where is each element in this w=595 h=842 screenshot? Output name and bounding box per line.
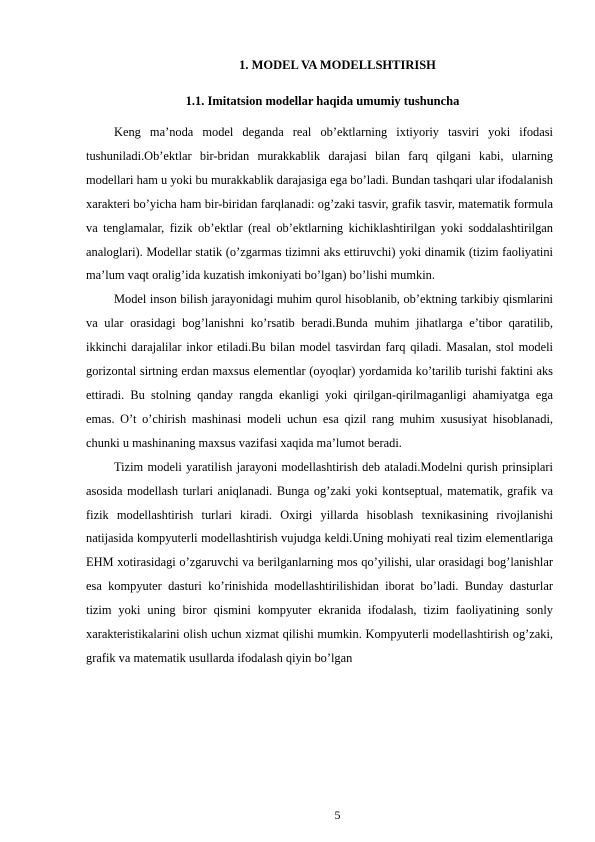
section-title: 1.1. Imitatsion modellar haqida umumiy tushuncha bbox=[185, 94, 460, 108]
body-text bbox=[86, 121, 553, 671]
paragraph: Model inson bilish jarayonidagi muhim qurol hisoblanib, ob’ektning tarkibiy qismlarini va ular orasidagi bog’lanishni ko’rsatib beradi.Bunda muhim jihatlarga e’tibor qaratilib, ikkinchi darajalilar inkor etiladi.Bu bilan model tasvirdan farq qiladi. Masalan, stol modeli gorizontal sirtning erdan maxsus elementlar (oyoqlar) yordamida ko’tarilib turishi faktini aks ettiradi. Bu stolning qanday rangda ekanligi yoki qirilgan-qirilmaganligi ahamiyatga ega emas. O’t o’chirish mashinasi modeli uchun esa qizil rang muhim xususiyat hisoblanadi, chunki u mashinaning maxsus vazifasi xaqida ma’lumot beradi. bbox=[86, 292, 553, 450]
document-page bbox=[86, 0, 553, 842]
chapter-title: 1. MODEL VA MODELLSHTIRISH bbox=[239, 58, 436, 72]
page-number: 5 bbox=[334, 808, 341, 822]
paragraph: Tizim modeli yaratilish jarayoni modellashtirish deb ataladi.Modelni qurish prinsiplari asosida modellash turlari aniqlanadi. Bunga og’zaki yoki kontseptual, matematik, grafik va fizik modellashtirish turlari kiradi. Oxirgi yillarda hisoblash texnikasining rivojlanishi natijasida kompyuterli modellashtirish vujudga keldi.Uning mohiyati real tizim elementlariga EHM xotirasidagi o’zgaruvchi va berilganlarning mos qo’yilishi, ular orasidagi bog’lanishlar esa kompyuter dasturi ko’rinishida modellashtirilishidan iborat bo’ladi. Bunday dasturlar tizim yoki uning biror qismini kompyuter ekranida ifodalash, tizim faoliyatining sonly xarakteristikalarini olish uchun xizmat qilishi mumkin. Kompyuterli modellashtirish og’zaki, grafik va matematik usullarda ifodalash qiyin bo’lgan bbox=[86, 459, 553, 665]
paragraph: Keng ma’noda model deganda real ob’ektlarning ixtiyoriy tasviri yoki ifodasi tushuniladi.Ob’ektlar bir-bridan murakkablik darajasi bilan farq qilgani kabi, ularning modellari ham u yoki bu murakkablik darajasiga ega bo’ladi. Bundan tashqari ular ifodalanish xarakteri bo’yicha ham bir-biridan farqlanadi: og’zaki tasvir, grafik tasvir, matematik formula va tenglamalar, fizik ob’ektlar (real ob’ektlarning kichiklashtirilgan yoki soddalashtirilgan analoglari). Modellar statik (o’zgarmas tizimni aks ettiruvchi) yoki dinamik (tizim faoliyatini ma’lum vaqt oralig’ida kuzatish imkoniyati bo’lgan) bo’lishi mumkin. bbox=[86, 125, 553, 283]
